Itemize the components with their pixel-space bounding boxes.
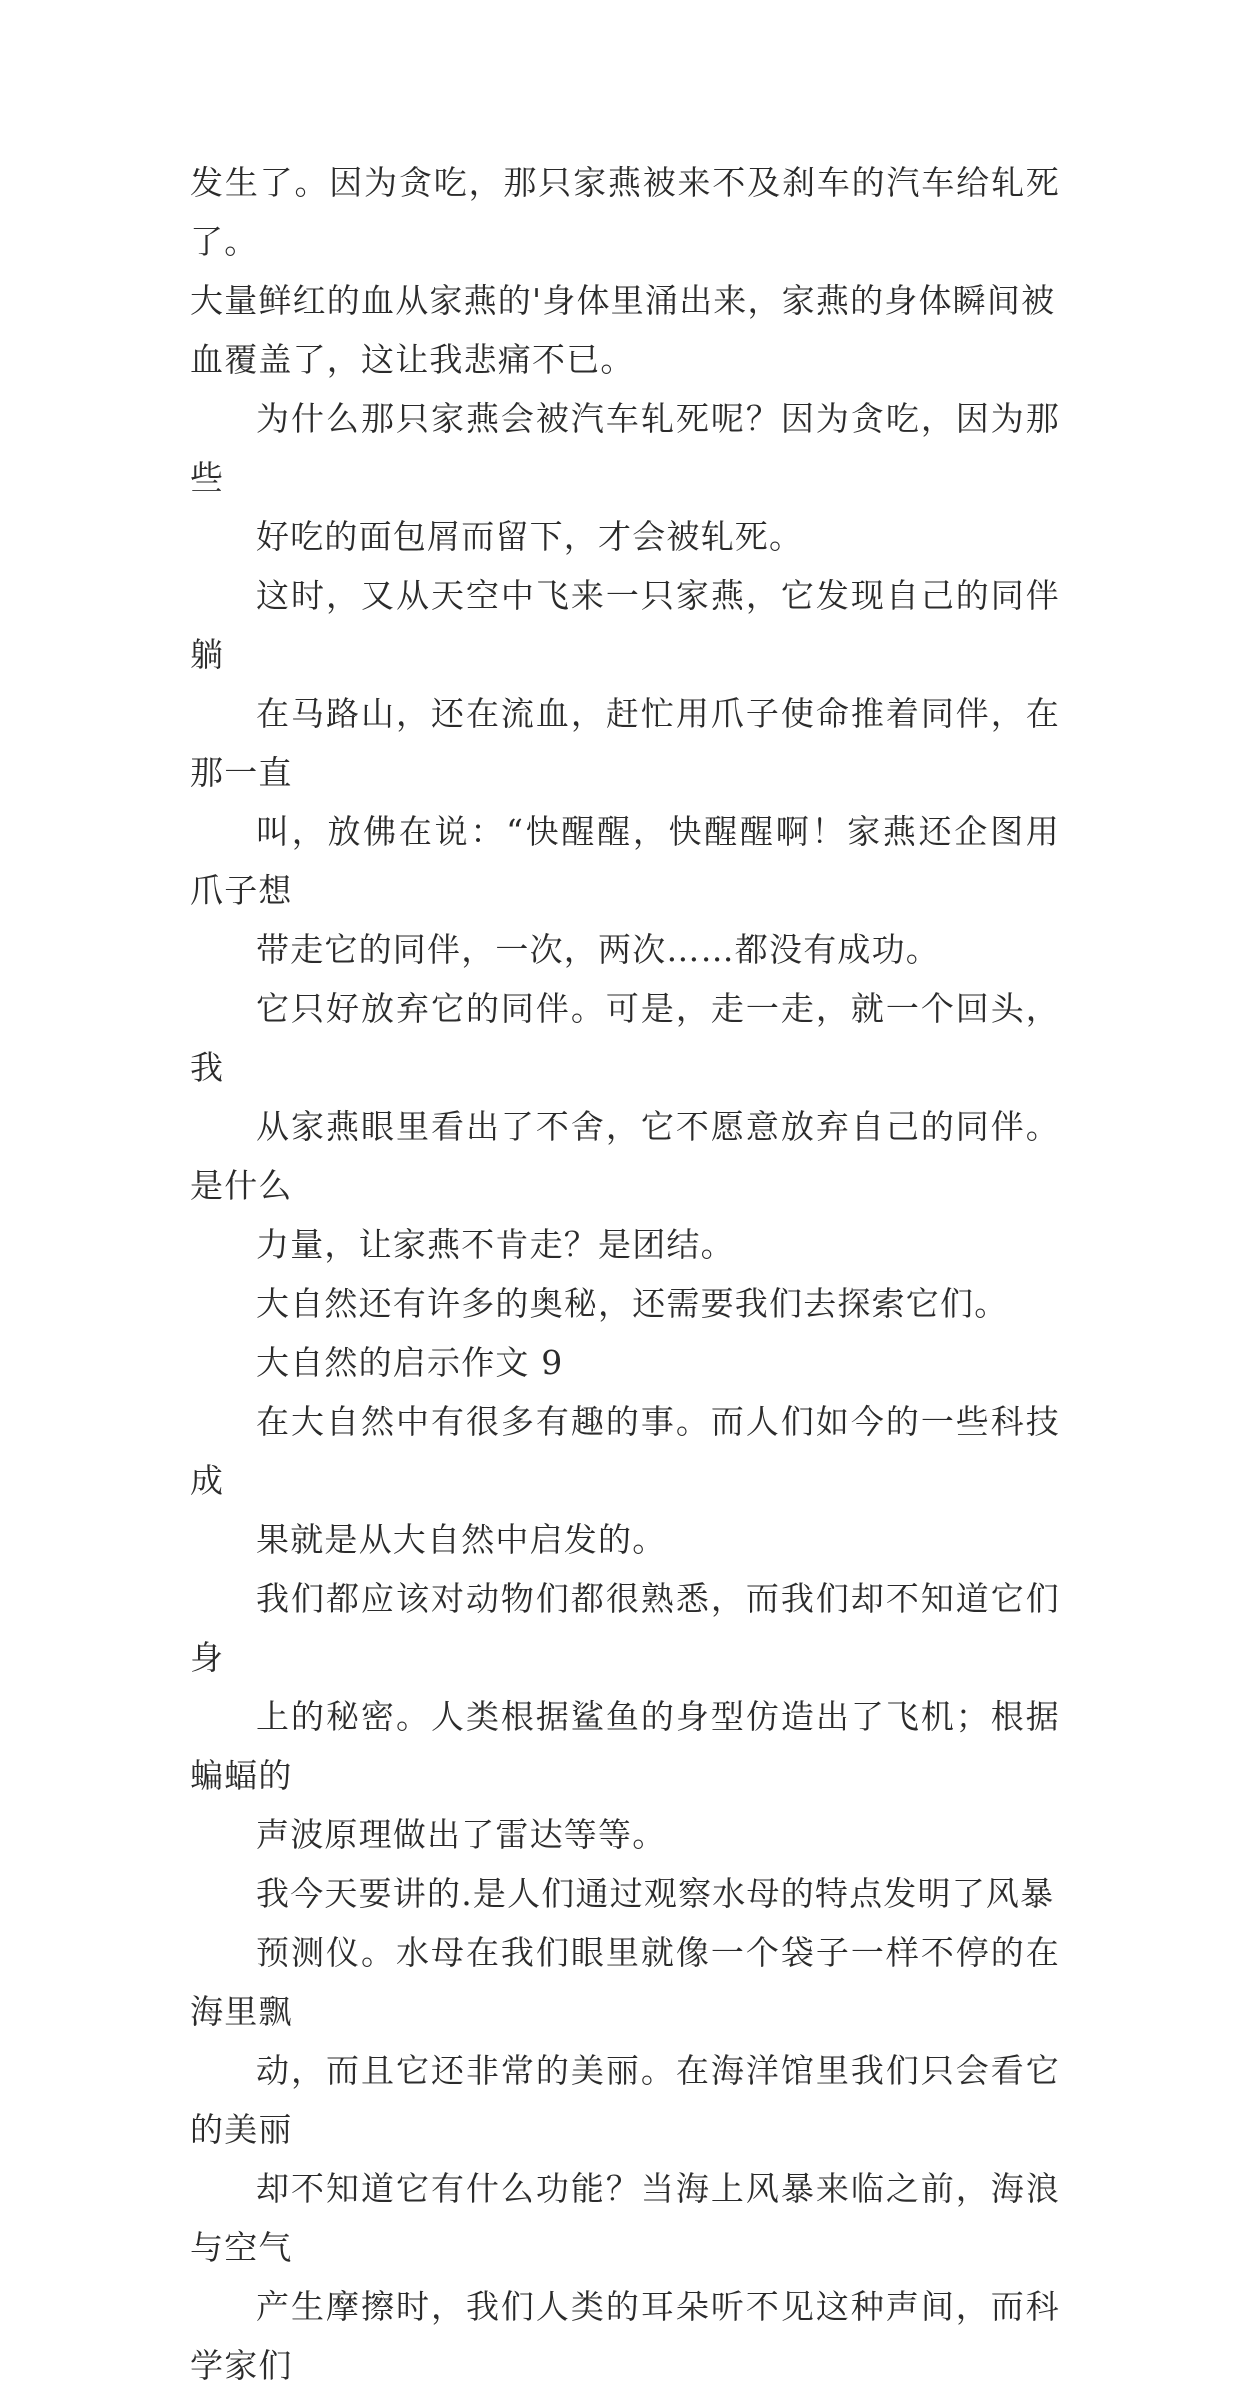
text-line: 上的秘密。人类根据鲨鱼的身型仿造出了飞机；根据蝙蝠的 (190, 1697, 1060, 1795)
paragraph (190, 389, 1060, 566)
paragraph (190, 1274, 1060, 1333)
text-line: 却不知道它有什么功能？当海上风暴来临之前，海浪与空气 (190, 2169, 1060, 2267)
text-line: 带走它的同伴，一次，两次……都没有成功。 (256, 930, 940, 969)
paragraph (190, 1569, 1060, 1864)
paragraph (190, 566, 1060, 979)
text-line: 声波原理做出了雷达等等。 (256, 1815, 667, 1854)
text-line: 大自然还有许多的奥秘，还需要我们去探索它们。 (256, 1284, 1009, 1323)
text-line: 叫，放佛在说：“快醒醒，快醒醒啊！家燕还企图用爪子想 (190, 812, 1060, 910)
text-line: 从家燕眼里看出了不舍，它不愿意放弃自己的同伴。是什么 (190, 1107, 1060, 1205)
text-line: 动，而且它还非常的美丽。在海洋馆里我们只会看它的美丽 (190, 2051, 1060, 2149)
text-line: 血覆盖了，这让我悲痛不已。 (190, 340, 635, 379)
paragraph (190, 153, 1060, 389)
paragraph (190, 1864, 1060, 2395)
text-line: 果就是从大自然中启发的。 (256, 1520, 667, 1559)
text-line: 产生摩擦时，我们人类的耳朵听不见这种声间，而科学家们 (190, 2287, 1060, 2385)
text-line: 我们都应该对动物们都很熟悉，而我们却不知道它们身 (190, 1579, 1060, 1677)
text-line: 它只好放弃它的同伴。可是，走一走，就一个回头，我 (190, 989, 1060, 1087)
text-line: 发生了。因为贪吃，那只家燕被来不及刹车的汽车给轧死了。 (190, 163, 1060, 261)
text-line: 大量鲜红的血从家燕的'身体里涌出来，家燕的身体瞬间被 (190, 281, 1056, 320)
body-text (190, 153, 1060, 2395)
text-line: 预测仪。水母在我们眼里就像一个袋子一样不停的在海里飘 (190, 1933, 1060, 2031)
paragraph (190, 979, 1060, 1274)
text-line: 我今天要讲的.是人们通过观察水母的特点发明了风暴 (256, 1874, 1055, 1913)
text-line: 大自然的启示作文 9 (256, 1343, 564, 1382)
text-line: 为什么那只家燕会被汽车轧死呢？因为贪吃，因为那些 (190, 399, 1060, 497)
text-line: 力量，让家燕不肯走？是团结。 (256, 1225, 735, 1264)
text-line: 在马路山，还在流血，赶忙用爪子使命推着同伴，在那一直 (190, 694, 1060, 792)
paragraph (190, 1392, 1060, 1569)
text-line: 这时，又从天空中飞来一只家燕，它发现自己的同伴躺 (190, 576, 1060, 674)
text-line: 好吃的面包屑而留下，才会被轧死。 (256, 517, 804, 556)
paragraph (190, 1333, 1060, 1392)
text-line: 在大自然中有很多有趣的事。而人们如今的一些科技成 (190, 1402, 1060, 1500)
